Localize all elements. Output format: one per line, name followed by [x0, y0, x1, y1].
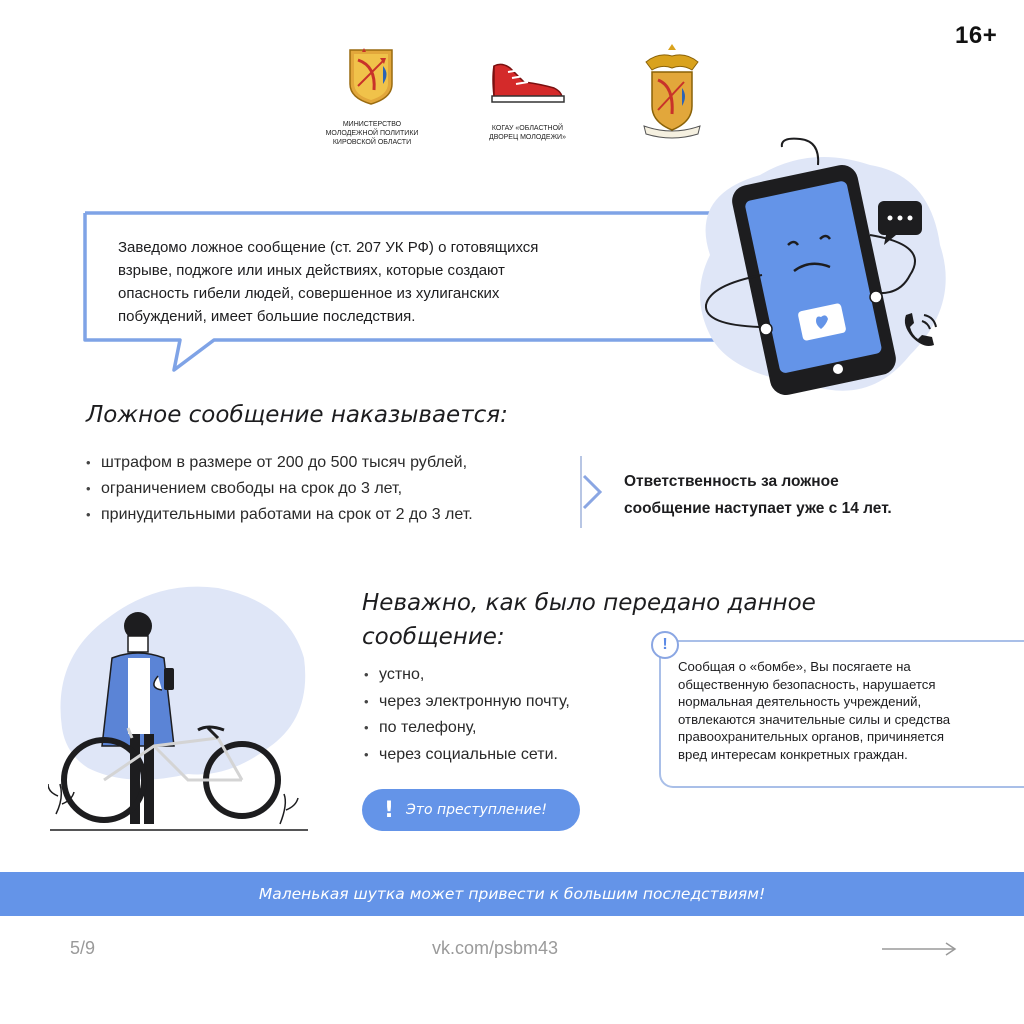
list-item: • штрафом в размере от 200 до 500 тысяч рублей, — [86, 452, 473, 478]
list-item: • по телефону, — [364, 717, 570, 744]
man-with-bicycle-illustration — [48, 578, 310, 834]
vk-link[interactable]: vk.com/psbm43 — [432, 938, 559, 958]
channels-list — [364, 664, 570, 770]
list-item: • устно, — [364, 664, 570, 691]
list-item: • через электронную почту, — [364, 691, 570, 718]
page-number: 5/9 — [70, 938, 96, 958]
police-eagle-emblem-icon — [638, 40, 706, 144]
youth-palace-caption: КОГАУ «ОБЛАСТНОЙ ДВОРЕЦ МОЛОДЕЖИ» — [489, 125, 566, 141]
punishment-list — [86, 452, 473, 530]
red-sneaker-icon — [488, 58, 566, 106]
youth-palace-logo — [488, 58, 566, 106]
speech-bubble-text: Заведомо ложное сообщение (ст. 207 УК РФ) о готовящихся взрыве, поджоге или иных действиях, которые создают опасность гибели людей, совершенное из хулиганских побуждений, имеет большие последствия. — [118, 239, 539, 325]
phone-illustration — [670, 135, 970, 415]
chevron-right-icon — [582, 474, 604, 510]
channels-heading: Неважно, как было передано данное сообщение: — [362, 590, 816, 650]
arrow-right-icon[interactable] — [882, 942, 958, 956]
exclamation-icon: ! — [384, 797, 395, 823]
list-item: • принудительными работами на срок от 2 до 3 лет. — [86, 504, 473, 530]
exclamation-icon: ! — [651, 631, 679, 659]
police-emblem — [638, 40, 706, 144]
list-item: • ограничением свободы на срок до 3 лет, — [86, 478, 473, 504]
age-rating: 16+ — [955, 22, 998, 49]
punishment-heading: Ложное сообщение наказывается: — [86, 402, 508, 428]
crime-button-label: Это преступление! — [406, 802, 547, 818]
list-item: • через социальные сети. — [364, 744, 570, 771]
crime-button[interactable] — [362, 789, 580, 831]
bottom-banner: Маленькая шутка может привести к большим последствиям! — [0, 872, 1024, 916]
kirov-coat-of-arms-icon — [346, 46, 396, 106]
responsibility-text: Ответственность за ложное сообщение наступает уже с 14 лет. — [624, 473, 892, 517]
warning-note-text: Сообщая о «бомбе», Вы посягаете на общественную безопасность, нарушается нормальная деятельность учреждений, отвлекаются значительные силы и средства правоохранительных органов, причиняется вред интересам конкретных граждан. — [678, 659, 951, 762]
ministry-logo — [346, 46, 396, 106]
ministry-caption: МИНИСТЕРСТВО МОЛОДЕЖНОЙ ПОЛИТИКИ КИРОВСКОЙ ОБЛАСТИ — [325, 121, 419, 146]
